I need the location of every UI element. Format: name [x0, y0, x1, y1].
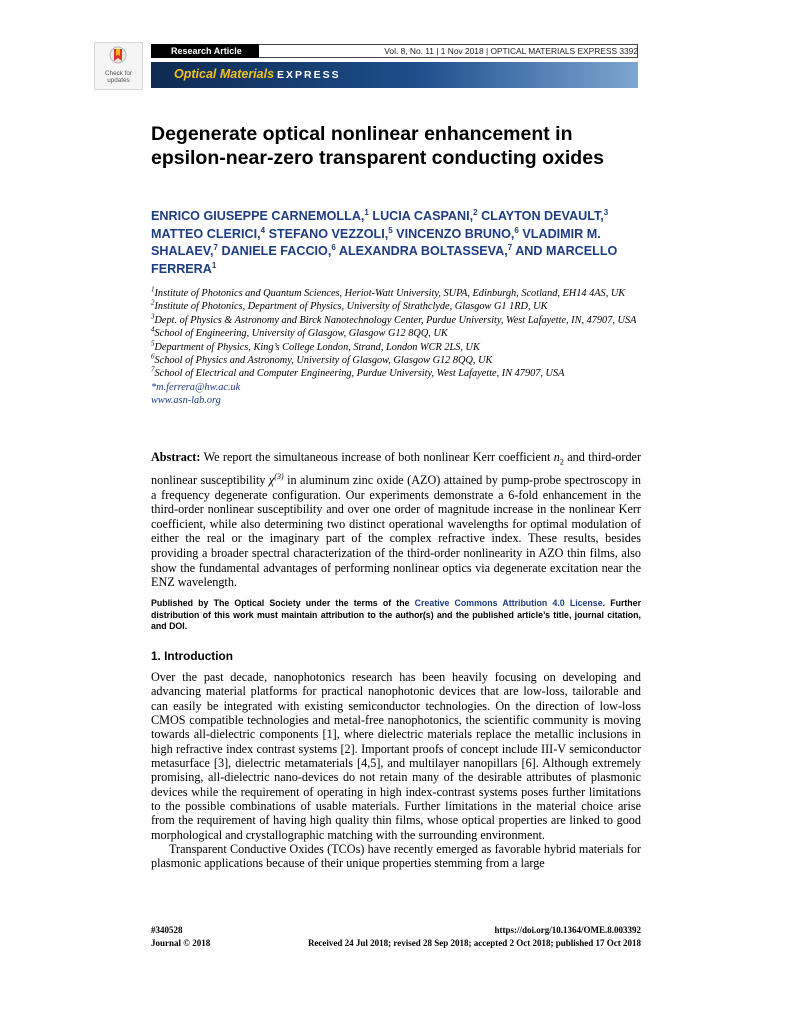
license-link[interactable]: Creative Commons Attribution 4.0 License [414, 598, 603, 608]
abstract-text-2: and third-order nonlinear susceptibility [151, 450, 641, 488]
author-name: AND MARCELLO FERRERA [151, 244, 618, 276]
journal-copyright: Journal © 2018 [151, 938, 211, 948]
affiliation-text: Dept. of Physics & Astronomy and Birck Nanotechnology Center, Purdue University, West Lafayette, IN, 47907, USA [154, 314, 637, 326]
author-list [151, 208, 641, 278]
abstract-text-3: in aluminum zinc oxide (AZO) attained by pump-probe spectroscopy in a frequency degenerate configuration. Our experiments demonstrate a 6-fold enhancement in the third-order nonlinear susceptibility and over one order of magnitude increase in the nonlinear Kerr coefficient, while also determining two distinct operational wavelengths for optimal modulation of either the real or the imaginary part of the complex refractive index. These results, besides providing a broader spectral characterization of the third-order nonlinearity in AZO thin films, also show the fundamental advantages of performing nonlinear optics via degenerate excitation near the ENZ wavelength. [151, 473, 641, 590]
affiliation-number: 4 [151, 325, 155, 334]
affiliation-item [151, 287, 641, 300]
intro-paragraph-1: Over the past decade, nanophotonics research has been heavily focusing on developing and advancing material platforms for practical nanophotonic devices that are low-loss, tailorable and can easily be integrated with existing semiconductor technologies. On the direction of low-loss CMOS compatible technologies and metal-free nanophotonics, the scientific community is moving towards all-dielectric components [1], where dielectric materials replace the metallic inclusions in high refractive index contrast systems [2]. Important proofs of concept include III-V semiconductor metasurface [3], dielectric metamaterials [4,5], and multilayer nanopillars [6]. Although extremely promising, all-dielectric nano-devices do not retain many of the desirable attributes of plasmonic devices while the requirement of operating in high index-contrast systems poses further limitations to the possible combinations of usable materials. Further limitations in the material choice arise from the requirement of having high quality thin films, whose optical properties are linked to good morphological and crystallographic matching with the surrounding environment. [151, 670, 641, 842]
check-for-updates-badge[interactable] [94, 42, 143, 90]
publication-dates: Received 24 Jul 2018; revised 28 Sep 2018; accepted 2 Oct 2018; published 17 Oct 2018 [307, 938, 641, 948]
section-heading: 1. Introduction [151, 649, 233, 663]
author-affiliation-number: 6 [514, 225, 519, 235]
license-text-1: Published by The Optical Society under the terms of the [151, 598, 415, 608]
abstract-text-1: We report the simultaneous increase of both nonlinear Kerr coefficient [200, 450, 554, 464]
author-name: ALEXANDRA BOLTASSEVA, [338, 244, 508, 259]
kerr-symbol: n [553, 450, 560, 464]
affiliation-item [151, 367, 641, 380]
author-name: VINCENZO BRUNO, [396, 226, 515, 241]
affiliation-item [151, 300, 641, 313]
corresponding-email[interactable]: *m.ferrera@hw.ac.uk [151, 381, 241, 393]
chi-superscript: (3) [274, 472, 284, 482]
affiliation-number: 6 [151, 352, 155, 361]
affiliation-item [151, 341, 641, 354]
author-affiliation-number: 7 [507, 243, 513, 252]
author-name: STEFANO VEZZOLI, [268, 226, 389, 241]
journal-name-express: EXPRESS [277, 69, 341, 81]
affiliation-text: Department of Physics, King’s College London, Strand, London WCR 2LS, UK [154, 341, 480, 353]
author-affiliation-number: 7 [213, 243, 218, 252]
journal-name-main: Optical Materials [174, 67, 275, 81]
license-statement [151, 598, 641, 633]
author-affiliation-number: 1 [364, 207, 369, 217]
affiliation-item [151, 327, 641, 340]
affiliation-text: Institute of Photonics, Department of Physics, University of Strathclyde, Glasgow G1 1RD, UK [154, 301, 548, 313]
chi-symbol: χ [268, 473, 275, 488]
affiliation-number: 2 [151, 298, 155, 307]
author-affiliation-number: 1 [211, 260, 217, 270]
author-name: ENRICO GIUSEPPE CARNEMOLLA, [151, 209, 365, 223]
affiliation-text: School of Physics and Astronomy, University of Glasgow, Glasgow G12 8QQ, UK [154, 355, 493, 367]
article-id: #340528 [151, 925, 183, 935]
affiliation-number: 7 [151, 366, 155, 375]
affiliation-item [151, 314, 641, 327]
affiliations [151, 287, 641, 408]
affiliation-item [151, 354, 641, 367]
author-affiliation-number: 6 [331, 243, 336, 252]
affiliation-text: School of Engineering, University of Glasgow, Glasgow G12 8QQ, UK [154, 328, 448, 340]
intro-paragraph-2: Transparent Conductive Oxides (TCOs) have recently emerged as favorable hybrid materials for plasmonic applications because of their unique properties stemming from a large [151, 842, 641, 871]
paper-title: Degenerate optical nonlinear enhancement in epsilon-near-zero transparent conducting oxides [151, 123, 604, 169]
author-affiliation-number: 3 [603, 207, 609, 217]
doi-link[interactable]: https://doi.org/10.1364/OME.8.003392 [494, 925, 641, 935]
kerr-subscript: 2 [559, 457, 564, 467]
bookmark-icon [108, 46, 128, 68]
affiliation-text: School of Electrical and Computer Engineering, Purdue University, West Lafayette, IN 47907, USA [154, 368, 565, 380]
author-affiliation-number: 5 [388, 225, 393, 235]
affiliation-list [151, 287, 641, 381]
author-affiliation-number: 2 [473, 207, 478, 217]
abstract-label: Abstract: [151, 450, 201, 464]
introduction-body [151, 670, 641, 871]
abstract [151, 450, 641, 590]
badge-line-1: Check for [105, 70, 132, 77]
author-name: VLADIMIR M. SHALAEV, [151, 226, 601, 259]
article-type-label: Research Article [151, 44, 259, 58]
website-link[interactable]: www.asn-lab.org [151, 395, 221, 407]
author-name: MATTEO CLERICI, [151, 226, 261, 241]
author-name: DANIELE FACCIO, [221, 244, 332, 259]
badge-line-2: updates [107, 77, 130, 84]
issue-info: Vol. 8, No. 11 | 1 Nov 2018 | OPTICAL MATERIALS EXPRESS 3392 [384, 46, 638, 56]
affiliation-text: Institute of Photonics and Quantum Sciences, Heriot-Watt University, SUPA, Edinburgh, Scotland, EH14 4AS, UK [154, 288, 626, 299]
affiliation-number: 5 [151, 339, 155, 348]
license-text-2: . Further distribution of this work must maintain attribution to the author(s) and the published article’s title, journal citation, and DOI. [151, 598, 641, 631]
author-affiliation-number: 4 [260, 225, 266, 235]
author-name: LUCIA CASPANI, [372, 209, 474, 223]
affiliation-number: 1 [151, 285, 155, 294]
affiliation-number: 3 [151, 312, 155, 321]
author-name: CLAYTON DEVAULT, [481, 209, 604, 223]
journal-name [174, 66, 341, 83]
